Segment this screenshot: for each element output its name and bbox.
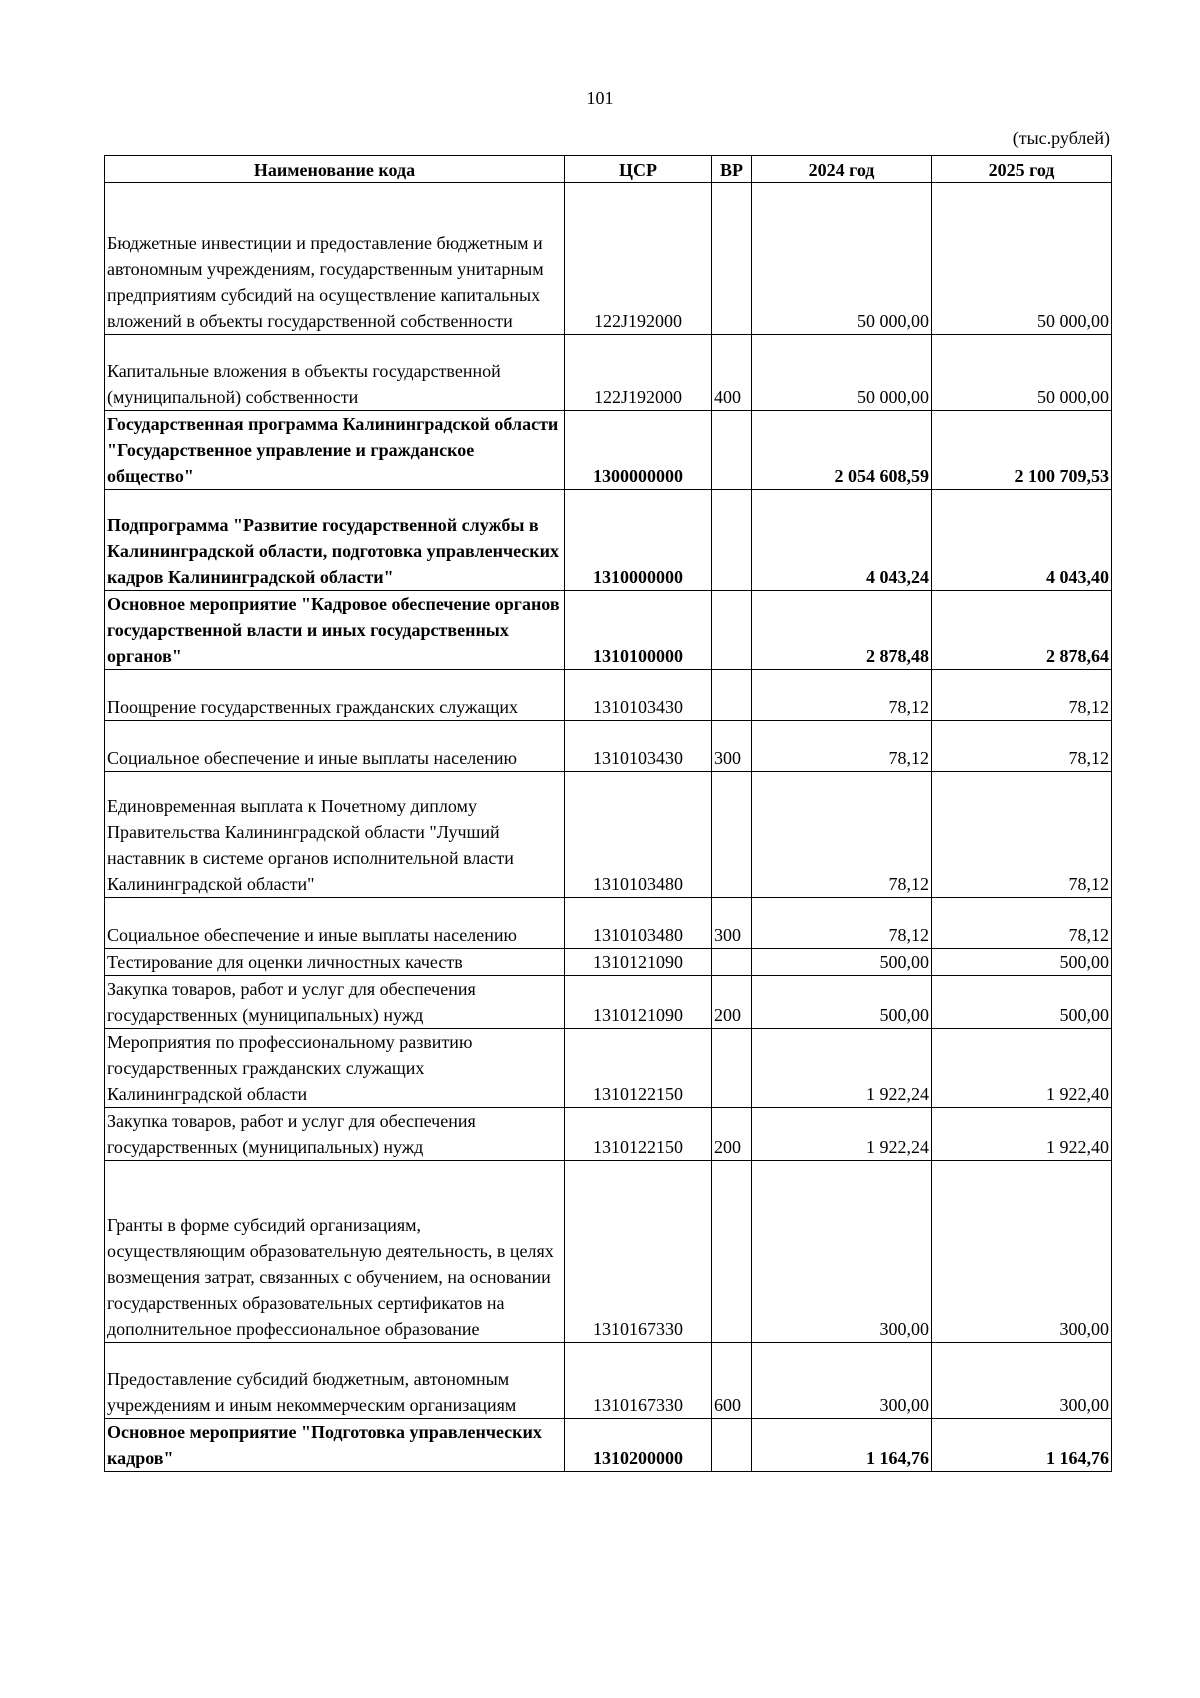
- row-2024-cell: 78,12: [752, 772, 932, 898]
- table-header-row: [105, 156, 1112, 183]
- row-vr-cell: 200: [712, 1108, 752, 1161]
- row-vr-cell: [712, 670, 752, 721]
- table-row: [105, 1343, 1112, 1419]
- row-vr-cell: 300: [712, 898, 752, 949]
- row-name-cell: Мероприятия по профессиональному развитию государственных гражданских служащих Калининградской области: [105, 1029, 565, 1108]
- row-name-cell: Поощрение государственных гражданских служащих: [105, 670, 565, 721]
- row-name-cell: Тестирование для оценки личностных качеств: [105, 949, 565, 976]
- row-csr-cell: 1310121090: [565, 949, 712, 976]
- table-row: [105, 335, 1112, 411]
- row-2025-cell: 500,00: [932, 949, 1112, 976]
- table-row: [105, 976, 1112, 1029]
- row-csr-cell: 1310103480: [565, 898, 712, 949]
- table-row: [105, 490, 1112, 591]
- row-vr-cell: [712, 411, 752, 490]
- row-name-cell: Основное мероприятие "Кадровое обеспечение органов государственной власти и иных государственных органов": [105, 591, 565, 670]
- row-csr-cell: 1310122150: [565, 1108, 712, 1161]
- table-row: [105, 1419, 1112, 1472]
- row-2025-cell: 300,00: [932, 1343, 1112, 1419]
- row-csr-cell: 1310103430: [565, 721, 712, 772]
- row-name-cell: Закупка товаров, работ и услуг для обеспечения государственных (муниципальных) нужд: [105, 976, 565, 1029]
- row-2024-cell: 2 878,48: [752, 591, 932, 670]
- header-csr: ЦСР: [565, 156, 712, 183]
- row-vr-cell: [712, 1029, 752, 1108]
- row-2024-cell: 1 164,76: [752, 1419, 932, 1472]
- row-csr-cell: 1310103430: [565, 670, 712, 721]
- table-body: [105, 183, 1112, 1472]
- row-2025-cell: 300,00: [932, 1161, 1112, 1343]
- row-name-cell: Государственная программа Калининградской области "Государственное управление и гражданское общество": [105, 411, 565, 490]
- table-row: [105, 1029, 1112, 1108]
- row-name-cell: Подпрограмма "Развитие государственной службы в Калининградской области, подготовка управленческих кадров Калининградской области": [105, 490, 565, 591]
- row-2025-cell: 50 000,00: [932, 335, 1112, 411]
- row-name-cell: Закупка товаров, работ и услуг для обеспечения государственных (муниципальных) нужд: [105, 1108, 565, 1161]
- row-2024-cell: 50 000,00: [752, 183, 932, 335]
- table-row: [105, 591, 1112, 670]
- row-2025-cell: 2 878,64: [932, 591, 1112, 670]
- row-2024-cell: 50 000,00: [752, 335, 932, 411]
- row-2024-cell: 4 043,24: [752, 490, 932, 591]
- row-2025-cell: 50 000,00: [932, 183, 1112, 335]
- row-vr-cell: [712, 183, 752, 335]
- table-row: [105, 1108, 1112, 1161]
- row-2024-cell: 78,12: [752, 670, 932, 721]
- row-2024-cell: 300,00: [752, 1161, 932, 1343]
- header-vr: ВР: [712, 156, 752, 183]
- row-2025-cell: 78,12: [932, 898, 1112, 949]
- row-2025-cell: 78,12: [932, 670, 1112, 721]
- row-vr-cell: [712, 490, 752, 591]
- table-row: [105, 721, 1112, 772]
- row-2025-cell: 500,00: [932, 976, 1112, 1029]
- row-2024-cell: 300,00: [752, 1343, 932, 1419]
- row-vr-cell: 600: [712, 1343, 752, 1419]
- row-2024-cell: 500,00: [752, 949, 932, 976]
- row-vr-cell: [712, 1161, 752, 1343]
- row-2024-cell: 78,12: [752, 721, 932, 772]
- row-2025-cell: 1 922,40: [932, 1108, 1112, 1161]
- row-name-cell: Единовременная выплата к Почетному диплому Правительства Калининградской области "Лучший наставник в системе органов исполнительной власти Калининградской области": [105, 772, 565, 898]
- row-csr-cell: 1310167330: [565, 1343, 712, 1419]
- table-row: [105, 949, 1112, 976]
- row-csr-cell: 1300000000: [565, 411, 712, 490]
- row-2024-cell: 1 922,24: [752, 1108, 932, 1161]
- row-name-cell: Капитальные вложения в объекты государственной (муниципальной) собственности: [105, 335, 565, 411]
- row-vr-cell: [712, 591, 752, 670]
- row-name-cell: Гранты в форме субсидий организациям, осуществляющим образовательную деятельность, в целях возмещения затрат, связанных с обучением, на основании государственных образовательных сертификатов на дополнительное профессиональное образование: [105, 1161, 565, 1343]
- row-csr-cell: 122J192000: [565, 183, 712, 335]
- table-row: [105, 772, 1112, 898]
- row-csr-cell: 1310200000: [565, 1419, 712, 1472]
- row-name-cell: Социальное обеспечение и иные выплаты населению: [105, 898, 565, 949]
- header-2025: 2025 год: [932, 156, 1112, 183]
- row-vr-cell: [712, 772, 752, 898]
- row-2025-cell: 78,12: [932, 772, 1112, 898]
- header-name: Наименование кода: [105, 156, 565, 183]
- table-row: [105, 670, 1112, 721]
- row-2025-cell: 1 164,76: [932, 1419, 1112, 1472]
- table-row: [105, 183, 1112, 335]
- row-2024-cell: 2 054 608,59: [752, 411, 932, 490]
- row-name-cell: Бюджетные инвестиции и предоставление бюджетным и автономным учреждениям, государственным унитарным предприятиям субсидий на осуществление капитальных вложений в объекты государственной собственности: [105, 183, 565, 335]
- row-name-cell: Предоставление субсидий бюджетным, автономным учреждениям и иным некоммерческим организациям: [105, 1343, 565, 1419]
- table-row: [105, 411, 1112, 490]
- page-number: 101: [586, 88, 614, 108]
- row-vr-cell: [712, 949, 752, 976]
- table-row: [105, 1161, 1112, 1343]
- row-2025-cell: 4 043,40: [932, 490, 1112, 591]
- row-csr-cell: 122J192000: [565, 335, 712, 411]
- row-vr-cell: 300: [712, 721, 752, 772]
- budget-table: [104, 155, 1112, 1472]
- row-2025-cell: 1 922,40: [932, 1029, 1112, 1108]
- table-row: [105, 898, 1112, 949]
- row-vr-cell: [712, 1419, 752, 1472]
- row-2024-cell: 1 922,24: [752, 1029, 932, 1108]
- row-name-cell: Социальное обеспечение и иные выплаты населению: [105, 721, 565, 772]
- row-2025-cell: 2 100 709,53: [932, 411, 1112, 490]
- row-2025-cell: 78,12: [932, 721, 1112, 772]
- header-2024: 2024 год: [752, 156, 932, 183]
- row-vr-cell: 200: [712, 976, 752, 1029]
- row-2024-cell: 78,12: [752, 898, 932, 949]
- row-csr-cell: 1310167330: [565, 1161, 712, 1343]
- row-csr-cell: 1310103480: [565, 772, 712, 898]
- row-csr-cell: 1310000000: [565, 490, 712, 591]
- row-2024-cell: 500,00: [752, 976, 932, 1029]
- row-csr-cell: 1310121090: [565, 976, 712, 1029]
- row-csr-cell: 1310100000: [565, 591, 712, 670]
- row-vr-cell: 400: [712, 335, 752, 411]
- units-label: (тыс.рублей): [1012, 128, 1110, 148]
- row-csr-cell: 1310122150: [565, 1029, 712, 1108]
- row-name-cell: Основное мероприятие "Подготовка управленческих кадров": [105, 1419, 565, 1472]
